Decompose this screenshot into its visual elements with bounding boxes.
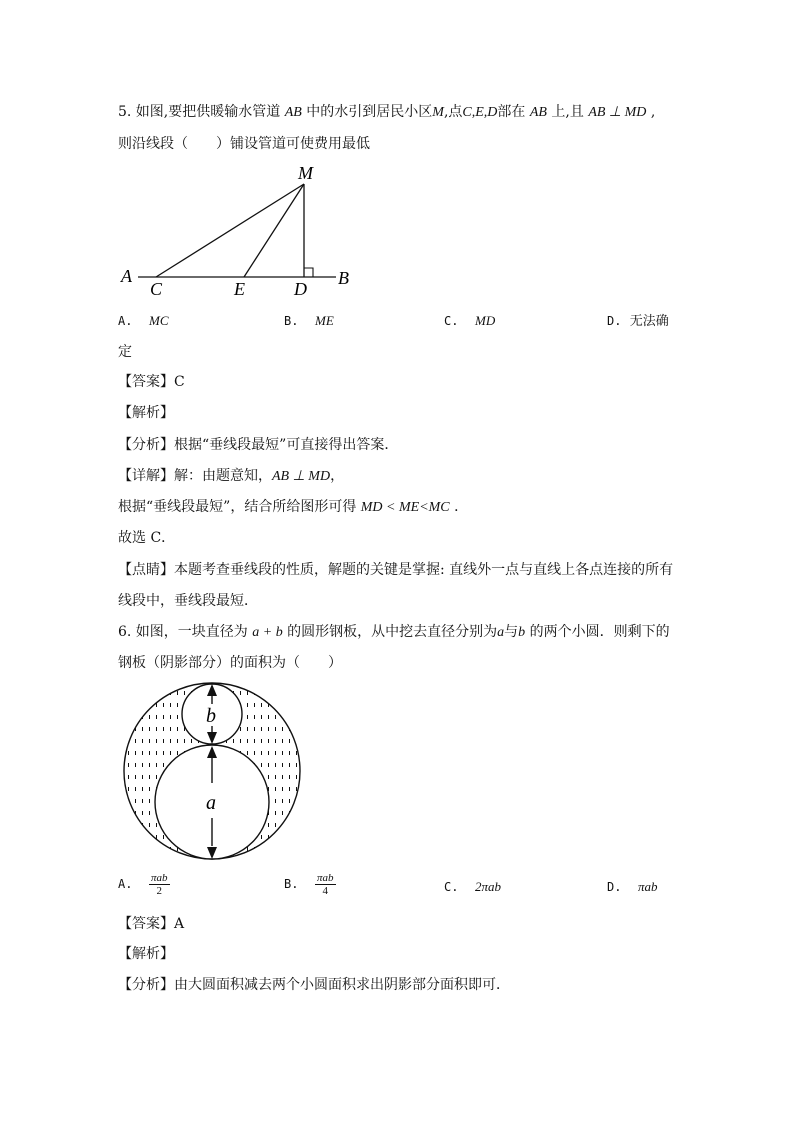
q5-analysis-title: 【解析】 <box>118 405 174 421</box>
q5-reason: 根据“垂线段最短”，结合所给图形可得 MD < ME<MC ． <box>118 499 469 515</box>
q6-stem-line1: 6. 如图，一块直径为 a + b 的圆形钢板，从中挖去直径分别为a与b 的两个小圆．则剩下的 <box>118 624 670 640</box>
q5-choose: 故选 C． <box>118 530 176 546</box>
q6-option-b: B. $\frac{\text{πab}}{4}$ <box>284 872 334 897</box>
segment-mc <box>156 184 304 277</box>
q5-answer: 【答案】C <box>118 374 185 390</box>
q5-analysis: 【分析】根据“垂线段最短”可直接得出答案． <box>118 437 399 453</box>
q5-stem-line2: 则沿线段（ ）铺设管道可使费用最低 <box>118 136 370 152</box>
q6-option-d: D. πab <box>607 879 658 894</box>
q5-stem-line1: 5. 如图,要把供暖输水管道 AB 中的水引到居民小区M,点C,E,D部在 AB 上,且 AB ⊥ MD , <box>118 104 656 120</box>
q6-circle-figure <box>118 678 308 868</box>
q6-stem-line2: 钢板（阴影部分）的面积为（ ） <box>118 655 342 671</box>
label-e: E <box>234 279 245 299</box>
q6-option-a: A. $\frac{\text{πab}}{2}$ <box>118 872 168 897</box>
label-c: C <box>150 279 163 299</box>
q5-option-d: D. 无法确 <box>607 314 669 329</box>
label-a: A <box>121 266 132 286</box>
q5-comment-line1: 【点睛】本题考查垂线段的性质，解题的关键是掌握: 直线外一点与直线上各点连接的所有 <box>118 562 674 578</box>
q5-option-d-continued: 定 <box>118 344 132 360</box>
q6-analysis-title: 【解析】 <box>118 946 174 962</box>
q5-option-a: A. MC <box>118 313 169 328</box>
q5-comment-line2: 线段中，垂线段最短． <box>118 593 258 609</box>
label-d: D <box>294 279 307 299</box>
q5-geometry-figure <box>118 160 358 300</box>
q6-option-c: C. 2πab <box>444 879 501 894</box>
q5-option-c: C. MD <box>444 313 496 328</box>
q6-analysis: 【分析】由大圆面积减去两个小圆面积求出阴影部分面积即可． <box>118 977 510 993</box>
segment-me <box>244 184 304 277</box>
label-b: b <box>206 705 216 727</box>
q5-option-b: B. ME <box>284 313 334 328</box>
label-b: B <box>338 268 349 288</box>
label-m: M <box>298 163 313 183</box>
label-a: a <box>206 792 216 814</box>
q5-detail: 【详解】解：由题意知，AB ⊥ MD， <box>118 468 345 484</box>
right-angle-mark <box>304 268 313 277</box>
q6-answer: 【答案】A <box>118 916 185 932</box>
